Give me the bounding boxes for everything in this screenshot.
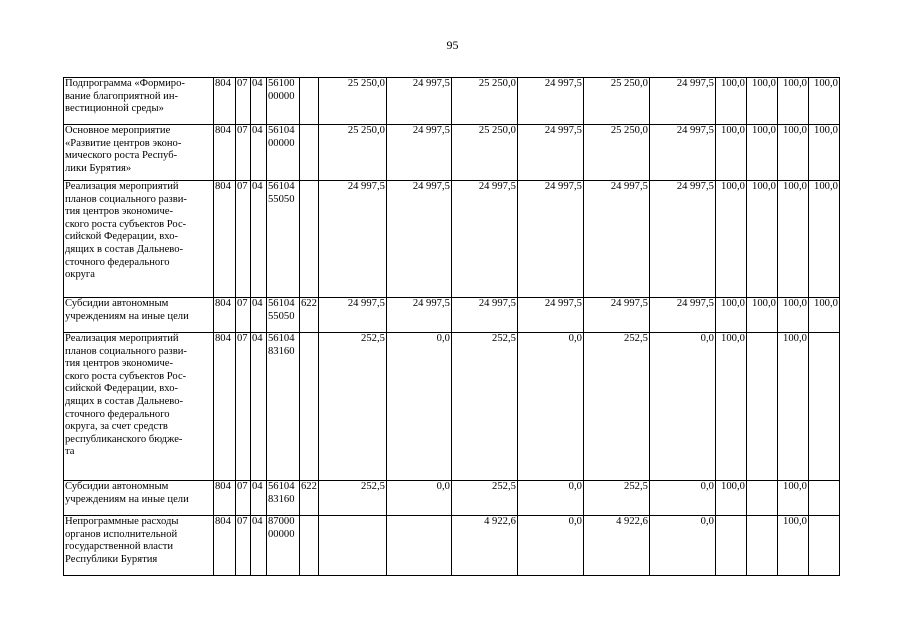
amount-cell-p4 bbox=[808, 516, 839, 576]
row-name-cell bbox=[64, 298, 214, 333]
ministry-code-cell: 804 bbox=[214, 125, 236, 181]
amount-cell-v1: 252,5 bbox=[318, 333, 386, 481]
amount-cell-p1: 100,0 bbox=[715, 298, 746, 333]
cell-line: планов социального разви- bbox=[65, 345, 187, 357]
cell-line: вестиционной среды» bbox=[65, 103, 164, 115]
subsection-code-cell: 04 bbox=[251, 481, 267, 516]
row-name-cell bbox=[64, 516, 214, 576]
cell-line: вание благоприятной ин- bbox=[65, 90, 179, 102]
amount-cell-v6: 0,0 bbox=[649, 333, 715, 481]
amount-cell-v6: 24 997,5 bbox=[649, 125, 715, 181]
cell-line: 56104 bbox=[268, 481, 295, 492]
section-code-cell: 07 bbox=[236, 125, 251, 181]
amount-cell-p2 bbox=[746, 333, 777, 481]
cell-line: 56100 bbox=[268, 78, 295, 89]
cell-line: Подпрограмма «Формиро- bbox=[65, 78, 185, 89]
amount-cell-v6: 24 997,5 bbox=[649, 78, 715, 125]
amount-cell-v3: 4 922,6 bbox=[451, 516, 517, 576]
budget-table bbox=[63, 77, 840, 576]
cell-line: дящих в состав Дальнево- bbox=[65, 395, 184, 407]
cell-line: ского роста субъектов Рос- bbox=[65, 370, 187, 382]
amount-cell-v5: 25 250,0 bbox=[583, 125, 649, 181]
amount-cell-p1: 100,0 bbox=[715, 481, 746, 516]
amount-cell-v1: 25 250,0 bbox=[318, 78, 386, 125]
table-row bbox=[64, 125, 840, 181]
amount-cell-p1 bbox=[715, 516, 746, 576]
ministry-code-cell: 804 bbox=[214, 298, 236, 333]
cell-line: органов исполнительной bbox=[65, 528, 178, 540]
target-article-cell bbox=[267, 481, 300, 516]
amount-cell-v2: 24 997,5 bbox=[386, 181, 451, 298]
expense-type-cell: 622 bbox=[300, 481, 319, 516]
subsection-code-cell: 04 bbox=[251, 181, 267, 298]
target-article-cell bbox=[267, 125, 300, 181]
cell-line: сточного федерального bbox=[65, 408, 170, 420]
amount-cell-v2: 24 997,5 bbox=[386, 125, 451, 181]
table-row bbox=[64, 298, 840, 333]
cell-line: Непрограммные расходы bbox=[65, 516, 179, 527]
cell-line: государственной власти bbox=[65, 541, 174, 553]
subsection-code-cell: 04 bbox=[251, 125, 267, 181]
section-code-cell: 07 bbox=[236, 181, 251, 298]
row-name-cell bbox=[64, 333, 214, 481]
amount-cell-p3: 100,0 bbox=[777, 516, 808, 576]
cell-line: 87000 bbox=[268, 516, 295, 527]
cell-line: 55050 bbox=[268, 310, 295, 322]
ministry-code-cell: 804 bbox=[214, 181, 236, 298]
expense-type-cell: 622 bbox=[300, 298, 319, 333]
table-row bbox=[64, 516, 840, 576]
cell-line: 56104 bbox=[268, 181, 295, 192]
section-code-cell: 07 bbox=[236, 298, 251, 333]
cell-line: Республики Бурятия bbox=[65, 553, 158, 565]
ministry-code-cell: 804 bbox=[214, 481, 236, 516]
amount-cell-v2: 0,0 bbox=[386, 333, 451, 481]
amount-cell-v4: 24 997,5 bbox=[517, 181, 583, 298]
subsection-code-cell: 04 bbox=[251, 516, 267, 576]
row-name-cell bbox=[64, 481, 214, 516]
amount-cell-p4: 100,0 bbox=[808, 125, 839, 181]
cell-line: лики Бурятия» bbox=[65, 162, 132, 174]
cell-line: 83160 bbox=[268, 493, 295, 505]
expense-type-cell bbox=[300, 125, 319, 181]
section-code-cell: 07 bbox=[236, 78, 251, 125]
amount-cell-v2 bbox=[386, 516, 451, 576]
amount-cell-p3: 100,0 bbox=[777, 481, 808, 516]
amount-cell-v5: 24 997,5 bbox=[583, 298, 649, 333]
amount-cell-p3: 100,0 bbox=[777, 333, 808, 481]
cell-line: 56104 bbox=[268, 125, 295, 136]
cell-line: 00000 bbox=[268, 90, 295, 102]
cell-line: ского роста субъектов Рос- bbox=[65, 218, 187, 230]
amount-cell-v3: 24 997,5 bbox=[451, 181, 517, 298]
amount-cell-p3: 100,0 bbox=[777, 125, 808, 181]
cell-line: учреждениям на иные цели bbox=[65, 493, 189, 505]
cell-line: 55050 bbox=[268, 193, 295, 205]
amount-cell-p2: 100,0 bbox=[746, 181, 777, 298]
amount-cell-v3: 25 250,0 bbox=[451, 78, 517, 125]
cell-line: та bbox=[65, 446, 75, 458]
amount-cell-p3: 100,0 bbox=[777, 181, 808, 298]
amount-cell-p4 bbox=[808, 333, 839, 481]
expense-type-cell bbox=[300, 78, 319, 125]
cell-line: Реализация мероприятий bbox=[65, 333, 179, 344]
ministry-code-cell: 804 bbox=[214, 78, 236, 125]
amount-cell-v4: 0,0 bbox=[517, 481, 583, 516]
section-code-cell: 07 bbox=[236, 516, 251, 576]
cell-line: Субсидии автономным bbox=[65, 298, 169, 309]
amount-cell-v3: 252,5 bbox=[451, 333, 517, 481]
amount-cell-v3: 24 997,5 bbox=[451, 298, 517, 333]
page-number: 95 bbox=[446, 38, 459, 52]
amount-cell-p4: 100,0 bbox=[808, 181, 839, 298]
cell-line: тия центров экономиче- bbox=[65, 206, 174, 218]
amount-cell-p1: 100,0 bbox=[715, 333, 746, 481]
amount-cell-p4 bbox=[808, 481, 839, 516]
cell-line: 56104 bbox=[268, 298, 295, 309]
cell-line: сточного федерального bbox=[65, 256, 170, 268]
table-row bbox=[64, 481, 840, 516]
table-row bbox=[64, 78, 840, 125]
row-name-cell bbox=[64, 181, 214, 298]
amount-cell-v4: 24 997,5 bbox=[517, 78, 583, 125]
amount-cell-v1: 24 997,5 bbox=[318, 181, 386, 298]
amount-cell-v2: 24 997,5 bbox=[386, 78, 451, 125]
cell-line: округа bbox=[65, 269, 95, 281]
expense-type-cell bbox=[300, 333, 319, 481]
cell-line: 00000 bbox=[268, 528, 295, 540]
expense-type-cell bbox=[300, 516, 319, 576]
amount-cell-v1: 252,5 bbox=[318, 481, 386, 516]
row-name-cell bbox=[64, 125, 214, 181]
table-body bbox=[64, 78, 840, 576]
ministry-code-cell: 804 bbox=[214, 516, 236, 576]
amount-cell-p2 bbox=[746, 516, 777, 576]
amount-cell-p4: 100,0 bbox=[808, 298, 839, 333]
table-row bbox=[64, 333, 840, 481]
amount-cell-p1: 100,0 bbox=[715, 78, 746, 125]
amount-cell-v5: 4 922,6 bbox=[583, 516, 649, 576]
cell-line: мического роста Респуб- bbox=[65, 150, 178, 162]
amount-cell-v3: 252,5 bbox=[451, 481, 517, 516]
amount-cell-v3: 25 250,0 bbox=[451, 125, 517, 181]
amount-cell-p2: 100,0 bbox=[746, 298, 777, 333]
amount-cell-p3: 100,0 bbox=[777, 298, 808, 333]
amount-cell-v6: 24 997,5 bbox=[649, 181, 715, 298]
amount-cell-v2: 24 997,5 bbox=[386, 298, 451, 333]
cell-line: Субсидии автономным bbox=[65, 481, 169, 492]
section-code-cell: 07 bbox=[236, 481, 251, 516]
amount-cell-v2: 0,0 bbox=[386, 481, 451, 516]
target-article-cell bbox=[267, 78, 300, 125]
amount-cell-v6: 0,0 bbox=[649, 516, 715, 576]
amount-cell-p3: 100,0 bbox=[777, 78, 808, 125]
table-row bbox=[64, 181, 840, 298]
cell-line: дящих в состав Дальнево- bbox=[65, 243, 184, 255]
cell-line: «Развитие центров эконо- bbox=[65, 137, 182, 149]
cell-line: Основное мероприятие bbox=[65, 125, 171, 136]
subsection-code-cell: 04 bbox=[251, 298, 267, 333]
target-article-cell bbox=[267, 333, 300, 481]
amount-cell-p1: 100,0 bbox=[715, 181, 746, 298]
amount-cell-v1: 25 250,0 bbox=[318, 125, 386, 181]
ministry-code-cell: 804 bbox=[214, 333, 236, 481]
amount-cell-v6: 24 997,5 bbox=[649, 298, 715, 333]
expense-type-cell bbox=[300, 181, 319, 298]
cell-line: тия центров экономиче- bbox=[65, 358, 174, 370]
cell-line: Реализация мероприятий bbox=[65, 181, 179, 192]
amount-cell-p2: 100,0 bbox=[746, 78, 777, 125]
cell-line: сийской Федерации, вхо- bbox=[65, 231, 179, 243]
amount-cell-v5: 252,5 bbox=[583, 333, 649, 481]
cell-line: сийской Федерации, вхо- bbox=[65, 383, 179, 395]
amount-cell-p2 bbox=[746, 481, 777, 516]
amount-cell-v5: 24 997,5 bbox=[583, 181, 649, 298]
amount-cell-v1: 24 997,5 bbox=[318, 298, 386, 333]
section-code-cell: 07 bbox=[236, 333, 251, 481]
amount-cell-p2: 100,0 bbox=[746, 125, 777, 181]
amount-cell-p1: 100,0 bbox=[715, 125, 746, 181]
subsection-code-cell: 04 bbox=[251, 333, 267, 481]
cell-line: 00000 bbox=[268, 137, 295, 149]
amount-cell-v4: 0,0 bbox=[517, 333, 583, 481]
cell-line: учреждениям на иные цели bbox=[65, 310, 189, 322]
cell-line: 56104 bbox=[268, 333, 295, 344]
amount-cell-v5: 252,5 bbox=[583, 481, 649, 516]
cell-line: округа, за счет средств bbox=[65, 421, 168, 433]
amount-cell-v4: 0,0 bbox=[517, 516, 583, 576]
amount-cell-p4: 100,0 bbox=[808, 78, 839, 125]
amount-cell-v4: 24 997,5 bbox=[517, 125, 583, 181]
target-article-cell bbox=[267, 516, 300, 576]
amount-cell-v1 bbox=[318, 516, 386, 576]
amount-cell-v6: 0,0 bbox=[649, 481, 715, 516]
cell-line: республиканского бюдже- bbox=[65, 433, 183, 445]
target-article-cell bbox=[267, 181, 300, 298]
subsection-code-cell: 04 bbox=[251, 78, 267, 125]
row-name-cell bbox=[64, 78, 214, 125]
target-article-cell bbox=[267, 298, 300, 333]
amount-cell-v4: 24 997,5 bbox=[517, 298, 583, 333]
amount-cell-v5: 25 250,0 bbox=[583, 78, 649, 125]
cell-line: планов социального разви- bbox=[65, 193, 187, 205]
cell-line: 83160 bbox=[268, 345, 295, 357]
